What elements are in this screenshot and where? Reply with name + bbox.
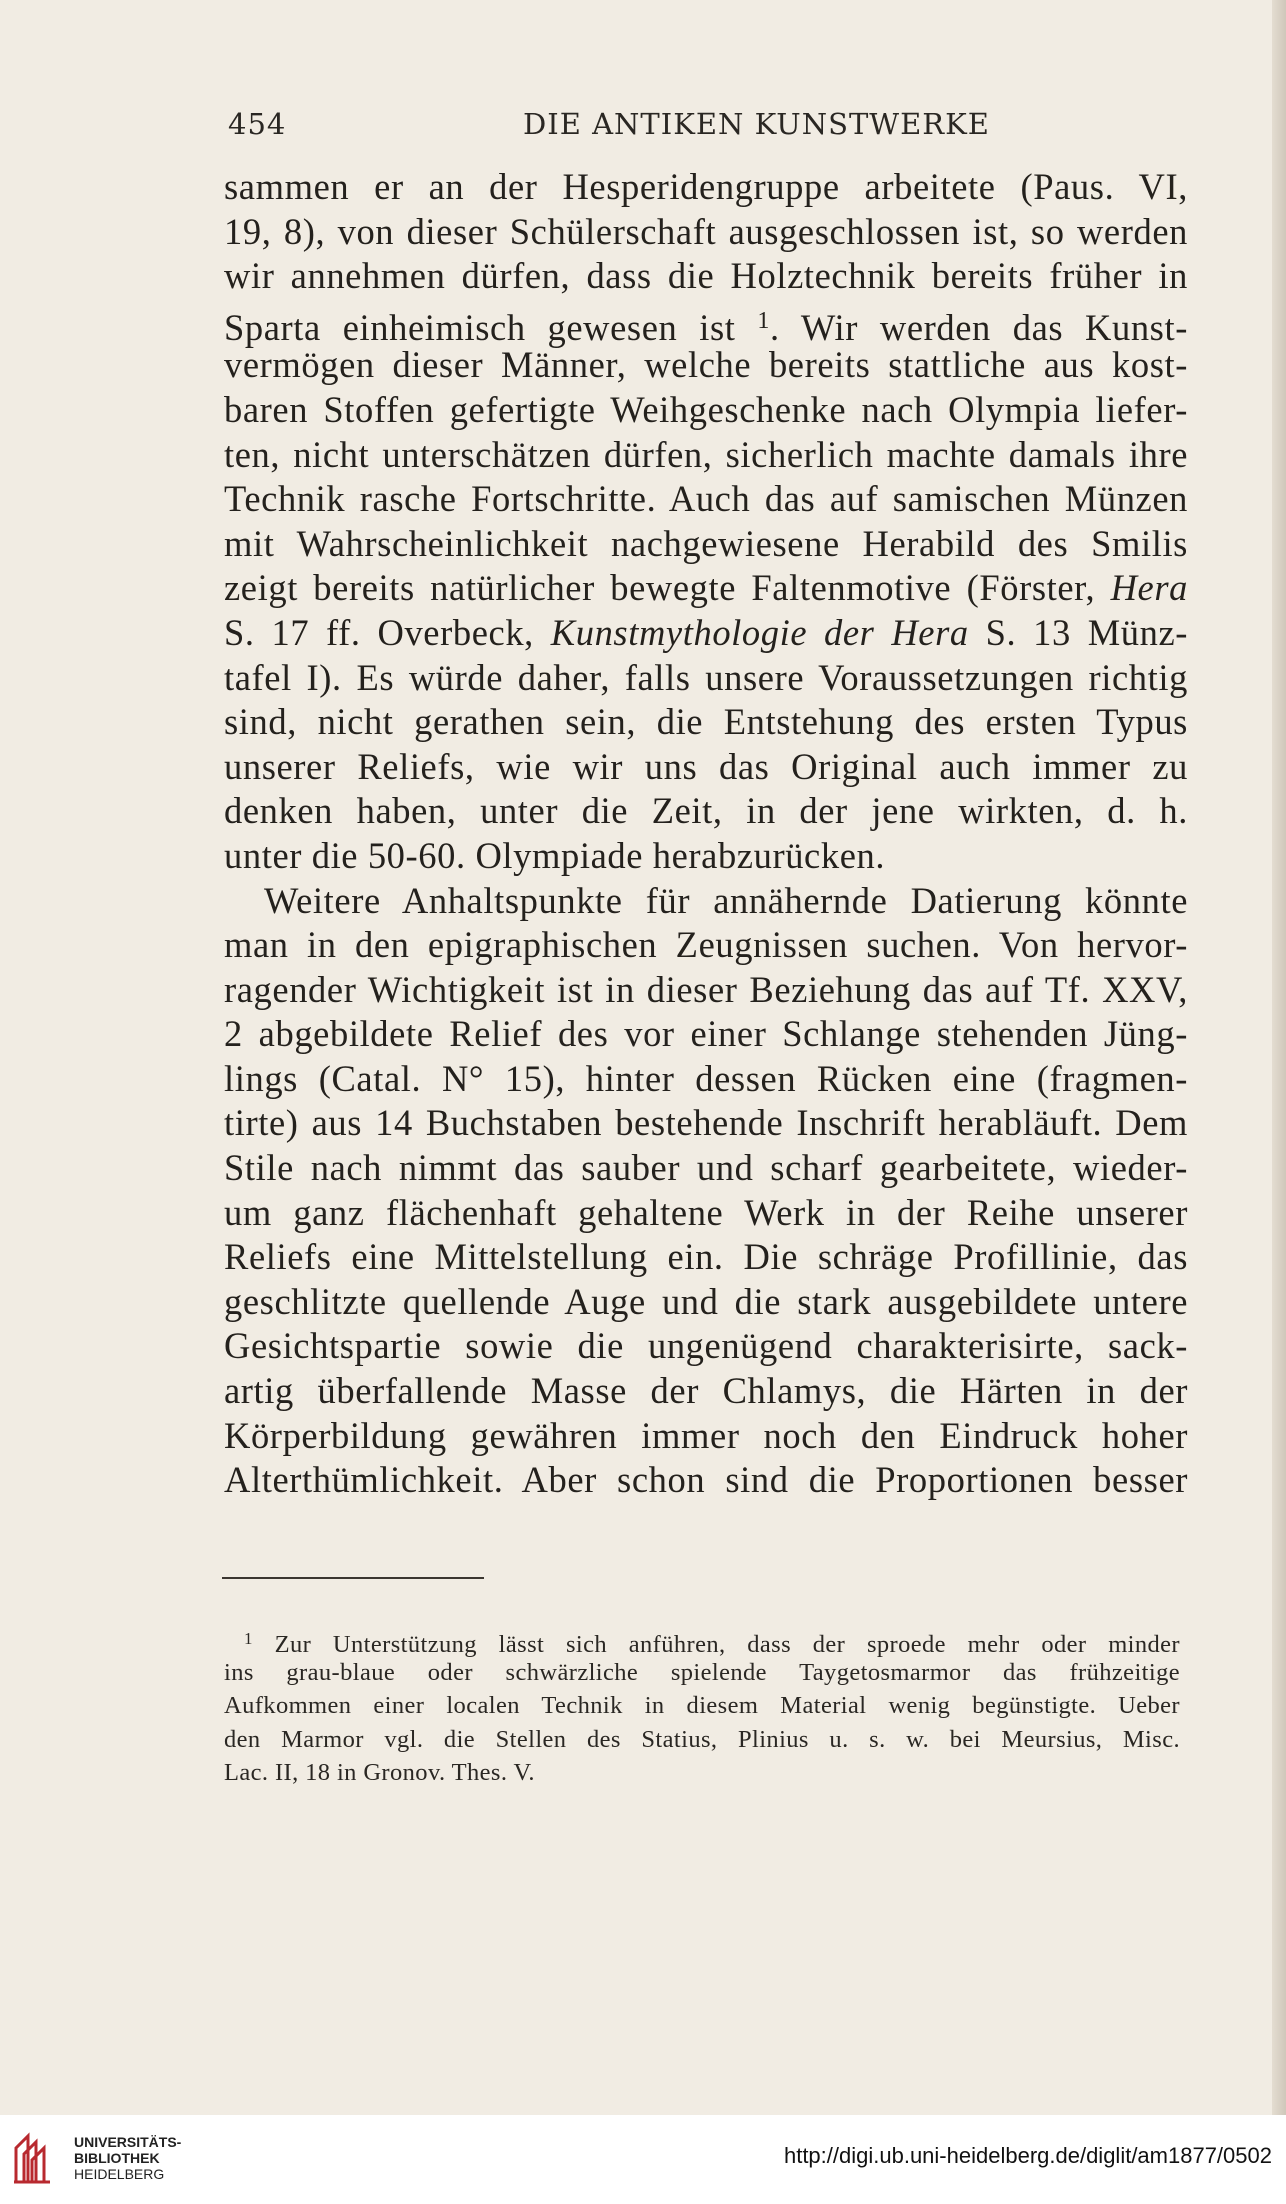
running-head [228,107,1188,147]
footnote-line: den Marmor vgl. die Stellen des Statius, Plinius u. s. w. bei Meursius, Misc. [224,1725,1180,1753]
page-header-title: DIE ANTIKEN KUNSTWERKE [523,107,990,141]
source-url-link[interactable]: http://digi.ub.uni-heidelberg.de/diglit/am1877/0502 [783,2143,1272,2168]
text-line: man in den epigraphischen Zeugnissen suchen. Von hervor- [224,924,1188,966]
text-line: Körperbildung gewähren immer noch den Eindruck hoher [224,1414,1188,1456]
text-line: baren Stoffen gefertigte Weihgeschenke nach Olympia liefer- [224,388,1188,430]
text-line: Technik rasche Fortschritte. Auch das auf samischen Münzen [224,478,1188,520]
text-line: Reliefs eine Mittelstellung ein. Die schräge Profillinie, das [224,1236,1188,1278]
text-line: vermögen dieser Männer, welche bereits stattliche aus kost- [224,344,1188,386]
footnote-line: Lac. II, 18 in Gronov. Thes. V. [224,1759,535,1786]
text-line: mit Wahrscheinlichkeit nachgewiesene Herabild des Smilis [224,522,1188,564]
text-line [224,566,1188,611]
main-text-block [224,165,1188,1503]
footnote-divider [222,1577,484,1579]
library-name-line: HEIDELBERG [74,2166,165,2182]
text-line: artig überfallende Masse der Chlamys, die Härten in der [224,1370,1188,1412]
text-line: Gesichtspartie sowie die ungenügend charakterisirte, sack- [224,1325,1188,1367]
text-line: 2 abgebildete Relief des vor einer Schlange stehenden Jüng- [224,1013,1188,1055]
text-line: lings (Catal. N° 15), hinter dessen Rücken eine (fragmen- [224,1057,1188,1099]
text-line [224,299,1188,348]
text-line: Alterthümlichkeit. Aber schon sind die Proportionen besser [224,1459,1188,1501]
library-name [74,2134,181,2182]
text-line: sind, nicht gerathen sein, die Entstehung des ersten Typus [224,701,1188,743]
text-line: ten, nicht unterschätzen dürfen, sicherlich machte damals ihre [224,433,1188,475]
text-line: sammen er an der Hesperidengruppe arbeitete (Paus. VI, [224,166,1188,207]
footnote-line: ins grau-blaue oder schwärzliche spielende Taygetosmarmor das frühzeitige [224,1658,1180,1686]
text-line: 19, 8), von dieser Schülerschaft ausgeschlossen ist, so werden [224,210,1188,252]
text-line: Stile nach nimmt das sauber und scharf gearbeitete, wieder- [224,1147,1188,1189]
text-line: tirte) aus 14 Buchstaben bestehende Inschrift herabläuft. Dem [224,1102,1188,1144]
text-line: wir annehmen dürfen, dass die Holztechnik bereits früher in [224,255,1188,297]
italic-title: Hera [1110,567,1188,609]
text-line: Weitere Anhaltspunkte für annähernde Datierung könnte [264,879,1188,921]
text-line [224,611,1188,656]
heidelberg-library-logo-icon [12,2130,62,2185]
page-gutter-shadow [1272,0,1286,2115]
text-line-end: S. 13 Münz- [968,611,1189,653]
text-line: um ganz flächenhaft gehaltene Werk in der Reihe unserer [224,1191,1188,1233]
text-line: unter die 50-60. Olympiade herabzurücken. [224,834,886,876]
footnote-marker: 1 [244,1629,253,1648]
page-number: 454 [228,107,287,141]
library-name-line: BIBLIOTHEK [74,2150,160,2166]
text-line: unserer Reliefs, wie wir uns das Original auch immer zu [224,745,1188,787]
footnote-line: Aufkommen einer localen Technik in diesem Material wenig begünstigte. Ueber [224,1692,1180,1719]
text-line: tafel I). Es würde daher, falls unsere Voraussetzungen richtig [224,656,1188,698]
footnote-line-text: Zur Unterstützung lässt sich anführen, dass der sproede mehr oder minder [274,1631,1180,1658]
text-line: geschlitzte quellende Auge und die stark ausgebildete untere [224,1280,1188,1322]
text-line: ragender Wichtigkeit ist in dieser Beziehung das auf Tf. XXV, [224,968,1188,1010]
text-line-start: Sparta einheimisch gewesen ist [224,306,736,348]
text-line: denken haben, unter die Zeit, in der jene wirkten, d. h. [224,790,1188,832]
library-name-line: UNIVERSITÄTS- [74,2134,182,2150]
italic-title: Kunstmythologie der Hera [550,611,969,653]
text-line-start: zeigt bereits natürlicher bewegte Faltenmotive (Förster, [224,567,1096,609]
footnote-reference: 1 [757,307,770,334]
text-line-start: S. 17 ff. Overbeck, [224,611,534,653]
footnote-line [224,1622,1180,1656]
text-line-end: . Wir werden das Kunst- [770,306,1188,348]
footnote-block [224,1622,1180,1790]
